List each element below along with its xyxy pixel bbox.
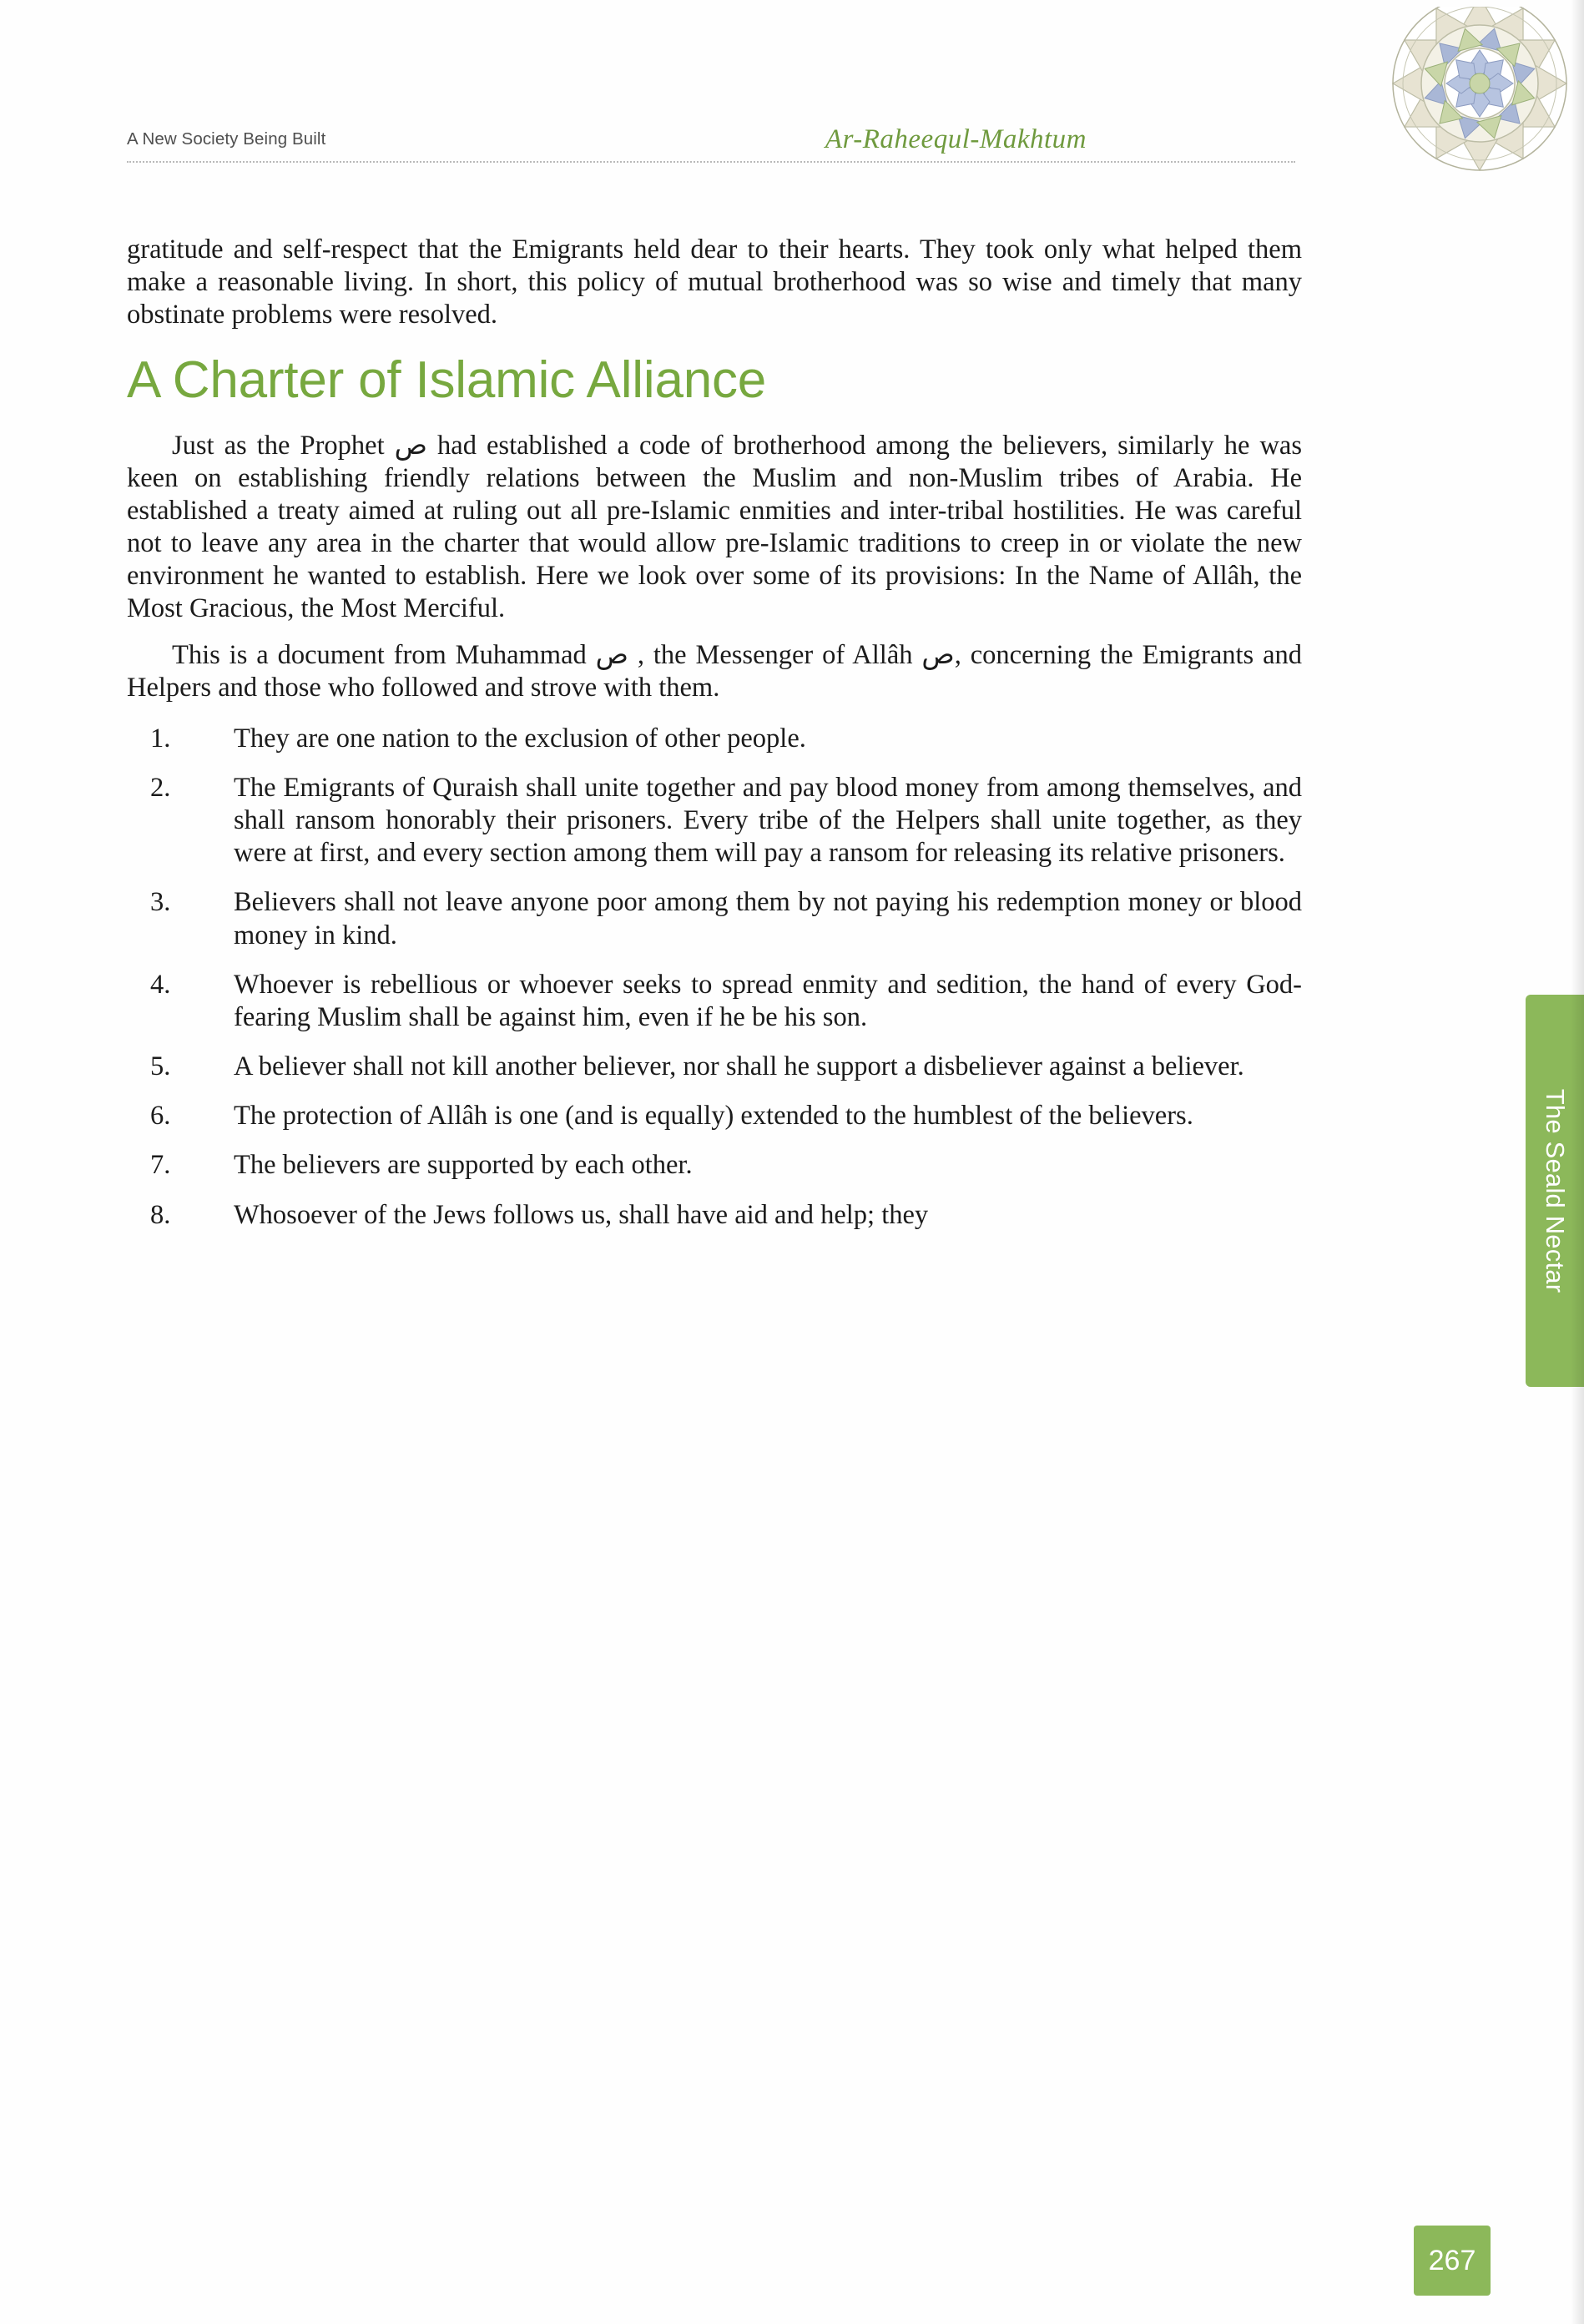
list-item-number: 8. xyxy=(150,1199,171,1230)
paragraph: This is a document from Muhammad ص , the Messenger of Allâh ص, concerning the Emigrants and Helpers and those who followed and strove with them. xyxy=(127,639,1302,703)
charter-provisions-list xyxy=(127,723,1302,1232)
list-item xyxy=(127,723,1302,755)
list-item-text: The believers are supported by each other. xyxy=(234,1150,693,1181)
list-item-number: 1. xyxy=(150,723,171,754)
side-tab-label: The Seald Nectar xyxy=(1541,1088,1570,1293)
running-head-left: A New Society Being Built xyxy=(127,129,326,149)
islamic-geometric-ornament-icon xyxy=(1386,7,1574,207)
list-item xyxy=(127,772,1302,870)
page-edge-shadow xyxy=(1571,0,1584,2324)
running-head-right: Ar-Raheequl-Makhtum xyxy=(825,124,1087,154)
list-item-number: 5. xyxy=(150,1051,171,1082)
list-item-text: Believers shall not leave anyone poor among them by not paying his redemption money or blood money in kind. xyxy=(234,887,1302,950)
list-item-number: 2. xyxy=(150,772,171,803)
list-item-text: They are one nation to the exclusion of other people. xyxy=(234,723,806,754)
list-item-number: 3. xyxy=(150,887,171,918)
list-item-text: A believer shall not kill another believer, nor shall he support a disbeliever against a believer. xyxy=(234,1051,1244,1082)
page-header xyxy=(127,124,1312,171)
list-item xyxy=(127,886,1302,951)
list-item xyxy=(127,1199,1302,1232)
page-number-badge: 267 xyxy=(1414,2226,1491,2296)
list-item xyxy=(127,1100,1302,1132)
list-item xyxy=(127,1051,1302,1083)
list-item-text: The Emigrants of Quraish shall unite together and pay blood money from among themselves, and shall ransom honorably their prisoners. Every tribe of the Helpers shall unite together, as they were at first, and every section among them will pay a ransom for releasing its relative prisoners. xyxy=(234,772,1302,869)
paragraph: Just as the Prophet ص had established a code of brotherhood among the believers, similarly he was keen on establishing friendly relations between the Muslim and non-Muslim tribes of Arabia. He established a treaty aimed at ruling out all pre-Islamic enmities and inter-tribal hostilities. He was careful not to leave any area in the charter that would allow pre-Islamic traditions to creep in or violate the new environment he wanted to establish. Here we look over some of its provisions: In the Name of Allâh, the Most Gracious, the Most Merciful. xyxy=(127,430,1302,624)
list-item-number: 4. xyxy=(150,969,171,1000)
list-item xyxy=(127,1149,1302,1182)
header-divider xyxy=(127,161,1295,163)
list-item-number: 7. xyxy=(150,1150,171,1181)
list-item xyxy=(127,969,1302,1034)
paragraph: gratitude and self-respect that the Emigrants held dear to their hearts. They took only what helped them make a reasonable living. In short, this policy of mutual brotherhood was so wise and timely that many obstinate problems were resolved. xyxy=(127,234,1302,330)
list-item-text: The protection of Allâh is one (and is equally) extended to the humblest of the believers. xyxy=(234,1101,1193,1132)
list-item-text: Whosoever of the Jews follows us, shall have aid and help; they xyxy=(234,1199,929,1230)
page-title: A Charter of Islamic Alliance xyxy=(127,351,767,410)
list-item-number: 6. xyxy=(150,1101,171,1132)
page-content xyxy=(127,234,1302,1232)
list-item-text: Whoever is rebellious or whoever seeks to spread enmity and sedition, the hand of every God-fearing Muslim shall be against him, even if he be his son. xyxy=(234,969,1302,1032)
